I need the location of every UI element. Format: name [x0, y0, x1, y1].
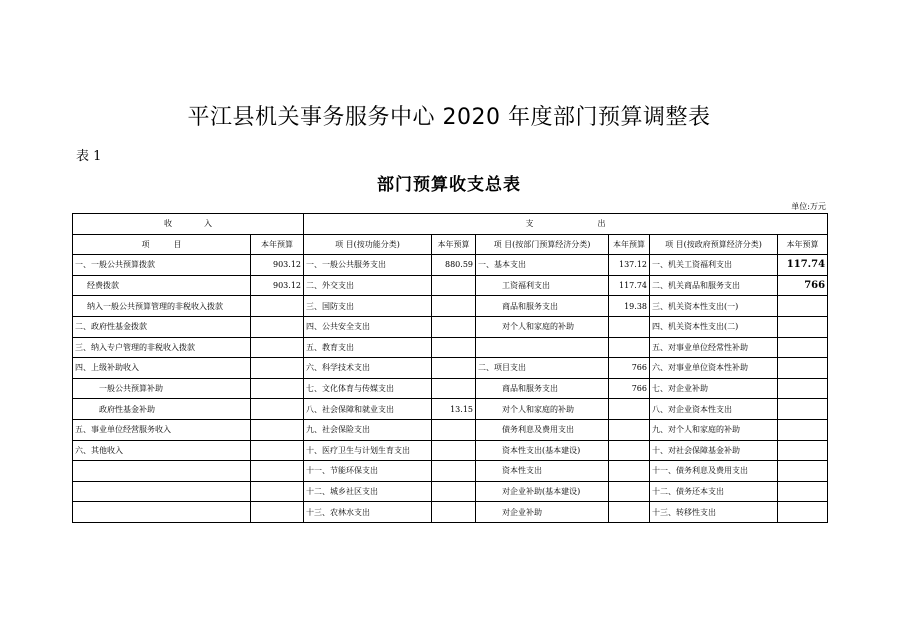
gov-econ-budget-cell	[778, 461, 828, 482]
income-header: 收 入	[73, 214, 304, 235]
func-item-cell: 九、社会保险支出	[304, 419, 432, 440]
func-budget-cell	[432, 502, 476, 523]
dept-econ-item-cell: 对个人和家庭的补助	[476, 316, 609, 337]
income-item-cell: 五、事业单位经营服务收入	[73, 419, 251, 440]
gov-econ-item-cell: 十二、债务还本支出	[650, 481, 778, 502]
income-item-cell: 政府性基金补助	[73, 399, 251, 420]
func-item-cell: 一、一般公共服务支出	[304, 255, 432, 276]
income-item-cell: 一、一般公共预算拨款	[73, 255, 251, 276]
func-budget-cell	[432, 358, 476, 379]
income-budget-cell	[251, 337, 304, 358]
dept-econ-budget-cell	[609, 399, 650, 420]
gov-econ-item-cell: 一、机关工资福利支出	[650, 255, 778, 276]
gov-econ-budget-cell	[778, 358, 828, 379]
income-item-cell	[73, 481, 251, 502]
income-item-cell: 三、纳入专户管理的非税收入拨款	[73, 337, 251, 358]
income-budget-cell	[251, 399, 304, 420]
gov-econ-budget-cell	[778, 502, 828, 523]
func-item-cell: 五、教育支出	[304, 337, 432, 358]
gov-econ-item-cell: 六、对事业单位资本性补助	[650, 358, 778, 379]
document-title: 平江县机关事务服务中心 2020 年度部门预算调整表	[187, 105, 711, 130]
income-budget-cell	[251, 358, 304, 379]
income-budget-cell	[251, 481, 304, 502]
table-row	[73, 502, 828, 523]
func-item-cell: 七、文化体育与传媒支出	[304, 378, 432, 399]
gov-econ-item-cell: 五、对事业单位经常性补助	[650, 337, 778, 358]
income-budget-cell: 903.12	[251, 275, 304, 296]
gov-econ-item-cell: 九、对个人和家庭的补助	[650, 419, 778, 440]
table-row	[73, 419, 828, 440]
dept-econ-budget-cell	[609, 502, 650, 523]
gov-econ-item-cell: 十、对社会保障基金补助	[650, 440, 778, 461]
income-item-cell: 六、其他收入	[73, 440, 251, 461]
income-budget-cell	[251, 378, 304, 399]
table-row	[73, 337, 828, 358]
table-row	[73, 275, 828, 296]
func-item-cell: 十三、农林水支出	[304, 502, 432, 523]
table-row	[73, 316, 828, 337]
income-budget-cell	[251, 419, 304, 440]
income-budget-cell: 903.12	[251, 255, 304, 276]
func-budget-cell	[432, 337, 476, 358]
dept-econ-item-header: 项 目(按部门预算经济分类)	[476, 234, 609, 255]
income-budget-cell	[251, 440, 304, 461]
income-budget-cell	[251, 296, 304, 317]
table-row	[73, 296, 828, 317]
gov-econ-budget-cell	[778, 481, 828, 502]
func-budget-cell	[432, 316, 476, 337]
income-budget-header: 本年预算	[251, 234, 304, 255]
income-budget-cell	[251, 316, 304, 337]
gov-econ-item-cell: 二、机关商品和服务支出	[650, 275, 778, 296]
gov-econ-budget-cell	[778, 316, 828, 337]
table-row	[73, 399, 828, 420]
dept-econ-item-cell: 二、项目支出	[476, 358, 609, 379]
income-item-cell: 纳入一般公共预算管理的非税收入拨款	[73, 296, 251, 317]
table-title: 部门预算收支总表	[377, 175, 521, 195]
gov-econ-item-cell: 十三、转移性支出	[650, 502, 778, 523]
dept-econ-budget-cell: 117.74	[609, 275, 650, 296]
dept-econ-budget-cell	[609, 316, 650, 337]
func-item-header: 项 目(按功能分类)	[304, 234, 432, 255]
table-row	[73, 440, 828, 461]
gov-econ-budget-cell	[778, 419, 828, 440]
func-item-cell: 二、外交支出	[304, 275, 432, 296]
income-item-cell: 一般公共预算补助	[73, 378, 251, 399]
income-budget-cell	[251, 461, 304, 482]
dept-econ-item-cell: 工资福利支出	[476, 275, 609, 296]
dept-econ-budget-cell: 19.38	[609, 296, 650, 317]
func-budget-cell: 880.59	[432, 255, 476, 276]
gov-econ-budget-cell	[778, 440, 828, 461]
table-row	[73, 481, 828, 502]
table-row	[73, 255, 828, 276]
dept-econ-budget-cell	[609, 461, 650, 482]
income-item-cell: 四、上级补助收入	[73, 358, 251, 379]
func-budget-cell	[432, 419, 476, 440]
table-number: 表 1	[76, 149, 102, 164]
gov-econ-budget-cell	[778, 378, 828, 399]
expense-header: 支 出	[304, 214, 828, 235]
income-item-cell	[73, 502, 251, 523]
func-item-cell: 十二、城乡社区支出	[304, 481, 432, 502]
dept-econ-budget-cell: 137.12	[609, 255, 650, 276]
income-item-cell: 经费拨款	[73, 275, 251, 296]
dept-econ-item-cell: 资本性支出	[476, 461, 609, 482]
table-row	[73, 358, 828, 379]
dept-econ-budget-cell	[609, 440, 650, 461]
dept-econ-budget-cell: 766	[609, 378, 650, 399]
gov-econ-budget-cell: 766	[778, 275, 828, 296]
func-budget-cell	[432, 481, 476, 502]
gov-econ-item-header: 项 目(按政府预算经济分类)	[650, 234, 778, 255]
func-budget-header: 本年预算	[432, 234, 476, 255]
dept-econ-item-cell: 一、基本支出	[476, 255, 609, 276]
dept-econ-item-cell: 资本性支出(基本建设)	[476, 440, 609, 461]
dept-econ-item-cell	[476, 337, 609, 358]
func-budget-cell	[432, 275, 476, 296]
func-item-cell: 三、国防支出	[304, 296, 432, 317]
dept-econ-budget-cell	[609, 419, 650, 440]
gov-econ-item-cell: 七、对企业补助	[650, 378, 778, 399]
dept-econ-budget-header: 本年预算	[609, 234, 650, 255]
gov-econ-budget-cell	[778, 337, 828, 358]
dept-econ-item-cell: 对个人和家庭的补助	[476, 399, 609, 420]
func-item-cell: 四、公共安全支出	[304, 316, 432, 337]
gov-econ-budget-cell	[778, 296, 828, 317]
income-item-cell	[73, 461, 251, 482]
dept-econ-item-cell: 债务利息及费用支出	[476, 419, 609, 440]
func-budget-cell: 13.15	[432, 399, 476, 420]
func-budget-cell	[432, 378, 476, 399]
dept-econ-item-cell: 对企业补助(基本建设)	[476, 481, 609, 502]
income-item-header: 项 目	[73, 234, 251, 255]
func-budget-cell	[432, 440, 476, 461]
func-item-cell: 十、医疗卫生与计划生育支出	[304, 440, 432, 461]
income-budget-cell	[251, 502, 304, 523]
unit-label: 单位:万元	[791, 202, 826, 211]
gov-econ-budget-cell: 117.74	[778, 255, 828, 276]
dept-econ-item-cell: 对企业补助	[476, 502, 609, 523]
income-item-cell: 二、政府性基金拨款	[73, 316, 251, 337]
dept-econ-budget-cell	[609, 337, 650, 358]
dept-econ-budget-cell: 766	[609, 358, 650, 379]
dept-econ-budget-cell	[609, 481, 650, 502]
gov-econ-budget-cell	[778, 399, 828, 420]
budget-summary-table	[72, 213, 828, 523]
table-row	[73, 378, 828, 399]
gov-econ-budget-header: 本年预算	[778, 234, 828, 255]
func-item-cell: 十一、节能环保支出	[304, 461, 432, 482]
func-budget-cell	[432, 461, 476, 482]
gov-econ-item-cell: 三、机关资本性支出(一)	[650, 296, 778, 317]
dept-econ-item-cell: 商品和服务支出	[476, 378, 609, 399]
table-row	[73, 461, 828, 482]
func-item-cell: 八、社会保障和就业支出	[304, 399, 432, 420]
func-budget-cell	[432, 296, 476, 317]
dept-econ-item-cell: 商品和服务支出	[476, 296, 609, 317]
func-item-cell: 六、科学技术支出	[304, 358, 432, 379]
gov-econ-item-cell: 四、机关资本性支出(二)	[650, 316, 778, 337]
gov-econ-item-cell: 十一、债务利息及费用支出	[650, 461, 778, 482]
gov-econ-item-cell: 八、对企业资本性支出	[650, 399, 778, 420]
